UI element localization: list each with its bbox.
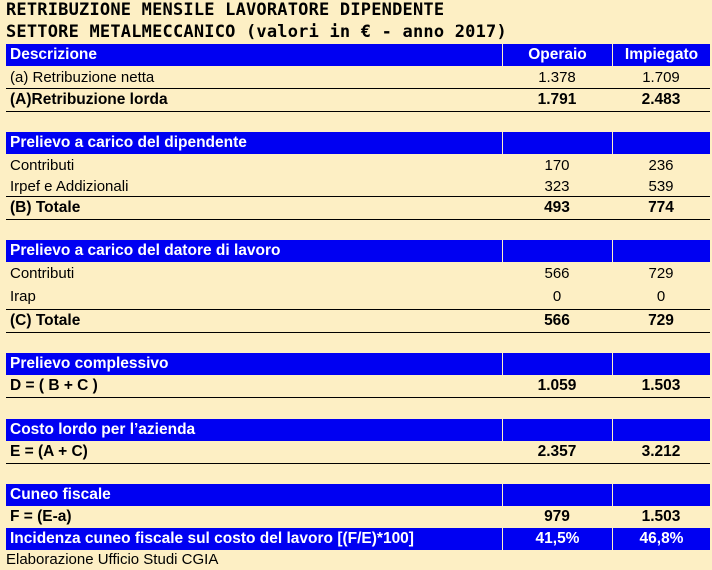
row-label: (B) Totale — [10, 199, 81, 216]
table-title-line-1: RETRIBUZIONE MENSILE LAVORATORE DIPENDENTE — [6, 0, 445, 20]
section-header-complessivo — [6, 353, 710, 375]
section-title: Costo lordo per l’azienda — [10, 421, 196, 438]
row-irpef — [6, 175, 710, 197]
column-header-impiegato: Impiegato — [612, 44, 710, 66]
value-impiegato: 3.212 — [641, 443, 681, 460]
row-label: Irap — [10, 287, 36, 305]
value-impiegato: 729 — [648, 264, 674, 282]
value-impiegato: 0 — [656, 287, 666, 305]
value-operaio: 1.378 — [538, 68, 576, 86]
row-label: Contributi — [10, 264, 75, 282]
row-label: Contributi — [10, 156, 75, 174]
row-cuneo-f — [6, 506, 710, 528]
row-costo-e — [6, 441, 710, 464]
row-totale-c — [6, 309, 710, 333]
column-header-row — [6, 44, 710, 66]
value-operaio: 0 — [552, 287, 562, 305]
section-title: Prelievo a carico del datore di lavoro — [10, 242, 281, 259]
value-operaio: 493 — [544, 199, 570, 216]
row-contributi-dipendente — [6, 154, 710, 176]
value-operaio: 170 — [544, 156, 570, 174]
row-label: Incidenza cuneo fiscale sul costo del lavoro [(F/E)*100] — [10, 530, 414, 547]
value-impiegato: 729 — [648, 312, 674, 329]
row-label: (A)Retribuzione lorda — [10, 91, 168, 108]
value-impiegato: 2.483 — [641, 91, 681, 108]
value-impiegato: 1.709 — [642, 68, 680, 86]
section-header-costo — [6, 419, 710, 441]
row-label: F = (E-a) — [10, 508, 72, 525]
row-incidenza — [6, 528, 710, 550]
column-header-operaio: Operaio — [502, 44, 612, 66]
value-operaio: 566 — [544, 312, 570, 329]
value-impiegato: 774 — [648, 199, 674, 216]
value-impiegato: 1.503 — [641, 508, 681, 525]
value-operaio: 979 — [544, 508, 570, 525]
value-operaio: 323 — [544, 177, 570, 195]
row-label: Irpef e Addizionali — [10, 177, 129, 195]
row-totale-b — [6, 196, 710, 220]
row-label: (C) Totale — [10, 312, 81, 329]
section-header-datore — [6, 240, 710, 262]
row-irap — [6, 285, 710, 307]
row-prelievo-d — [6, 375, 710, 398]
section-title: Prelievo a carico del dipendente — [10, 134, 247, 151]
value-operaio: 1.059 — [537, 377, 577, 394]
value-impiegato: 539 — [648, 177, 674, 195]
value-impiegato: 1.503 — [641, 377, 681, 394]
row-retribuzione-lorda — [6, 88, 710, 112]
value-operaio: 1.791 — [537, 91, 577, 108]
value-impiegato: 236 — [648, 156, 674, 174]
row-label: E = (A + C) — [10, 443, 88, 460]
value-operaio: 566 — [544, 264, 570, 282]
value-operaio: 41,5% — [502, 528, 612, 550]
section-title: Prelievo complessivo — [10, 355, 169, 372]
row-contributi-datore — [6, 262, 710, 284]
section-header-dipendente — [6, 132, 710, 154]
column-header-descrizione: Descrizione — [10, 46, 98, 63]
value-impiegato: 46,8% — [612, 528, 710, 550]
section-title: Cuneo fiscale — [10, 486, 111, 503]
value-operaio: 2.357 — [537, 443, 577, 460]
section-header-cuneo — [6, 484, 710, 506]
row-label: D = ( B + C ) — [10, 377, 98, 394]
table-title-line-2: SETTORE METALMECCANICO (valori in € - anno 2017) — [6, 22, 507, 42]
source-note: Elaborazione Ufficio Studi CGIA — [6, 551, 219, 568]
row-retribuzione-netta — [6, 66, 710, 88]
row-label: (a) Retribuzione netta — [10, 68, 155, 86]
